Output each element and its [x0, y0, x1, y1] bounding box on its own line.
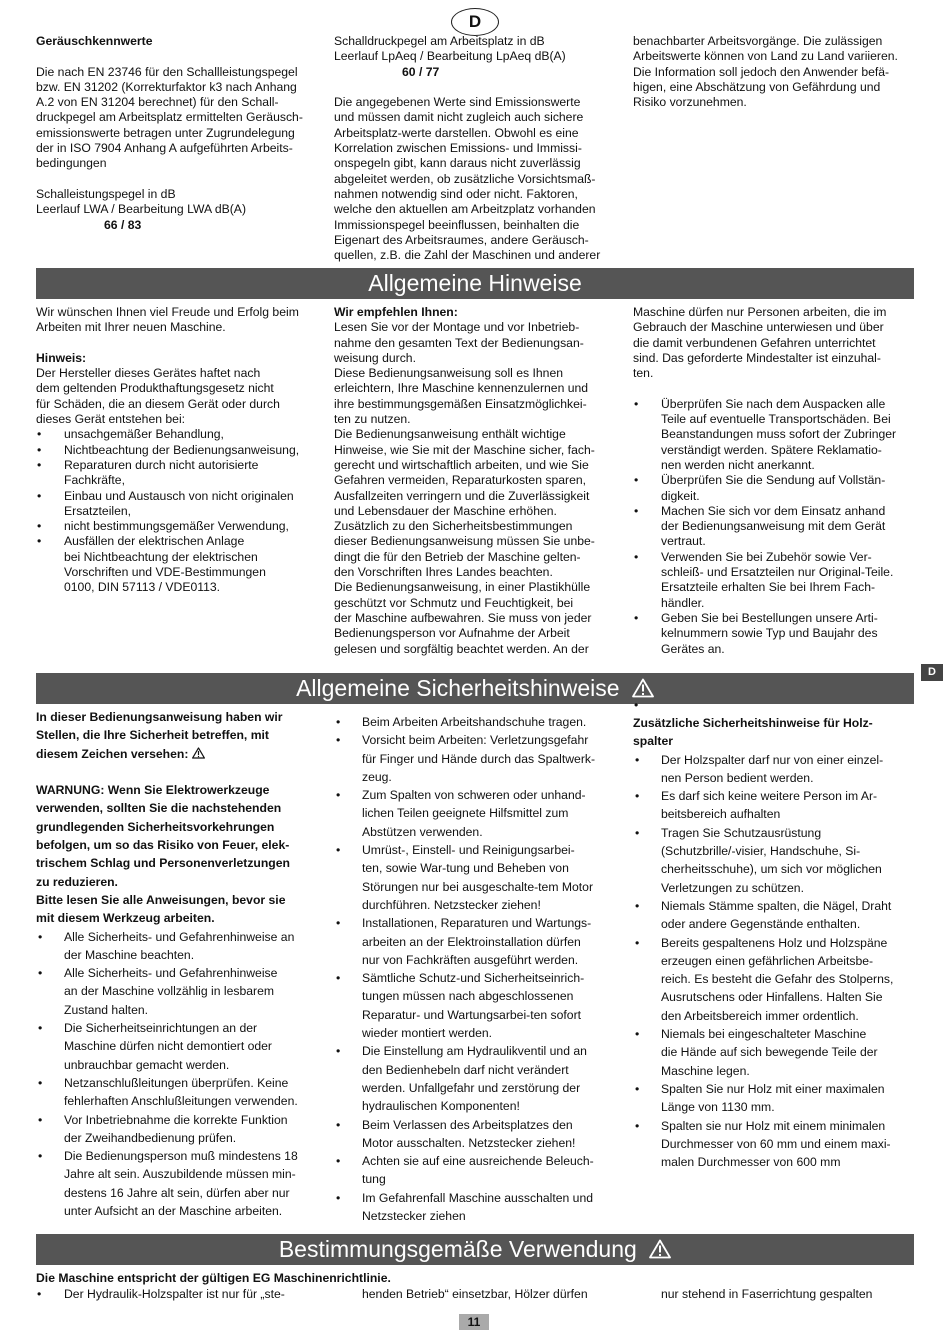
text-line: bedingungen — [36, 156, 107, 171]
text-line: zu reduzieren. — [36, 874, 118, 889]
text-line: erleichtern, Ihre Maschine kennenzulernen und — [334, 381, 589, 396]
list-item: • Umrüst-, Einstell- und Reinigungsarbei- ten, sowie War-tung und Beheben von Störungen nur bei ausgeschalte-tem Motor durchführen. Netzstecker ziehen! — [334, 841, 624, 914]
section-title-intended-use: Bestimmungsgemäße Verwendung — [278, 1236, 637, 1262]
text-line: druckpegel am Arbeitsplatz ermittelten Geräusch- — [36, 110, 303, 125]
text-line: emissionswerte betragen unter Zugrundelegung — [36, 125, 295, 140]
text-line: Bedienungsperson vor Aufnahme der Arbeit — [334, 626, 570, 641]
note-body — [36, 366, 326, 427]
text-line: dem geltenden Produkthaftungsgesetz nicht — [36, 381, 274, 396]
list-item: • Tragen Sie Schutzausrüstung (Schutzbrille/-visier, Handschuhe, Si- cherheitsschuhe), um sich vor möglichen Verletzungen zu schützen. — [633, 824, 918, 897]
text-line: Zusätzlich zu den Sicherheitsbestimmungen — [334, 519, 573, 534]
section-banner-intended-use — [36, 1234, 914, 1265]
splitter-safety-heading — [633, 714, 918, 751]
text-line: bzw. EN 31202 (Korrekturfaktor k3 nach Anhang — [36, 79, 297, 94]
text-line: Korrelation zwischen Emissions- und Immissi- — [334, 141, 582, 156]
list-item: • Vorsicht beim Arbeiten: Verletzungsgefahr für Finger und Hände durch das Spaltwerk- zeug. — [334, 731, 624, 786]
list-item: • Achten sie auf eine ausreichende Beleuch- tung — [334, 1152, 624, 1189]
list-item: • Überprüfen Sie nach dem Auspacken alle Teile auf eventuelle Transportschäden. Bei Beanstandungen muss sofort der Zubringer verständigt werden. Spätere Reklamatio- nen werden nicht anerkannt. — [633, 397, 918, 473]
section-banner-safety — [36, 673, 914, 704]
text-line: In dieser Bedienungsanweisung haben wir — [36, 710, 283, 724]
list-item: • Verwenden Sie bei Zubehör sowie Ver- schleiß- und Ersatzteilen nur Original-Teile. Ersatzteile erhalten Sie bei Ihrem Fach- händler. — [633, 550, 918, 611]
text-line: Diese Bedienungsanweisung soll es Ihnen — [334, 366, 564, 381]
list-item: • Die Bedienungsperson muß mindestens 18 Jahre alt sein. Auszubildende müssen min- destens 16 Jahre alt sein, dürfen aber nur unter Aufsicht an der Maschine arbeiten. — [36, 1147, 326, 1220]
noise-column-1 — [36, 34, 321, 233]
text-line: dieses Gerät entstehen bei: — [36, 412, 186, 427]
list-item: • Reparaturen durch nicht autorisierte Fachkräfte, — [36, 458, 326, 489]
intended-use-lead: Die Maschine entspricht der gültigen EG Maschinenrichtlinie. — [36, 1271, 391, 1285]
intended-use-col-3: nur stehend in Faserrichtung gespalten — [661, 1287, 873, 1301]
list-item: • Netzanschlußleitungen überprüfen. Keine fehlerhaften Anschlußleitungen verwenden. — [36, 1074, 326, 1111]
text-line: grundlegenden Sicherheitsvorkehrungen — [36, 819, 275, 834]
sound-power-label — [36, 187, 321, 218]
list-item: • Der Hydraulik-Holzspalter ist nur für „ste- — [36, 1287, 326, 1302]
text-line: ten. — [633, 366, 654, 381]
text-line: Schalldruckpegel am Arbeitsplatz in dB — [334, 34, 545, 48]
text-line: Zusätzliche Sicherheitshinweise für Holz- — [633, 716, 873, 730]
text-line: für Schäden, die an diesem Gerät oder durch — [36, 396, 280, 411]
noise-column-2 — [334, 34, 624, 263]
unpacking-list — [633, 397, 918, 657]
orphan-bullet: • — [634, 698, 639, 712]
text-line: Risiko vorzunehmen. — [633, 95, 747, 110]
text-line: weisung durch. — [334, 350, 416, 365]
list-item: • unsachgemäßer Behandlung, — [36, 427, 326, 442]
text-line: Gefahren vermeiden, Reparaturkosten sparen, — [334, 473, 587, 488]
list-item: • Überprüfen Sie die Sendung auf Vollstän- digkeit. — [633, 473, 918, 504]
text-line: abgeleitet werden, ob zusätzliche Vorsichtsmaß- — [334, 171, 596, 186]
list-item: • Beim Arbeiten Arbeitshandschuhe tragen. — [334, 713, 624, 731]
text-line: der in ISO 7904 Anhang A aufgeführten Arbeits- — [36, 141, 293, 156]
text-line: Arbeitswerte können von Land zu Land variieren. — [633, 49, 898, 64]
general-column-2 — [334, 305, 624, 657]
warning-triangle-icon — [649, 1239, 671, 1259]
text-line: Leerlauf LWA / Bearbeitung LWA dB(A) — [36, 202, 246, 217]
text-line: Die nach EN 23746 für den Schallleistungspegel — [36, 64, 298, 79]
section-banner-general — [36, 268, 914, 299]
text-line: benachbarter Arbeitsvorgänge. Die zulässigen — [633, 34, 883, 48]
list-item: • Nichtbeachtung der Bedienungsanweisung, — [36, 443, 326, 458]
sound-power-value: 66 / 83 — [104, 217, 142, 232]
list-item: • Machen Sie sich vor dem Einsatz anhand der Bedienungsanweisung mit dem Gerät vertraut. — [633, 504, 918, 550]
text-line: higen, eine Abschätzung von Gefährdung und — [633, 79, 881, 94]
text-line: diesem Zeichen versehen: — [36, 745, 326, 763]
list-item: • Zum Spalten von schweren oder unhand- lichen Teilen geeignete Hilfsmittel zum Abstützen verwenden. — [334, 786, 624, 841]
liability-list — [36, 427, 326, 595]
text-line: Immissionspegel beeinflussen, beinhalten die — [334, 217, 580, 232]
text-line: Hinweise, wie Sie mit der Maschine sicher, fach- — [334, 442, 595, 457]
list-item: • Alle Sicherheits- und Gefahrenhinweise an der Maschine vollzählig in lesbarem Zustand halten. — [36, 964, 326, 1019]
text-line: geschützt vor Schmutz und Feuchtigkeit, bei — [334, 595, 574, 610]
text-line: Arbeiten mit Ihrer neuen Maschine. — [36, 320, 226, 335]
safety-list-1 — [36, 928, 326, 1221]
list-item: • Vor Inbetriebnahme die korrekte Funktion der Zweihandbedienung prüfen. — [36, 1111, 326, 1148]
recommend-heading: Wir empfehlen Ihnen: — [334, 305, 458, 319]
text-line: WARNUNG: Wenn Sie Elektrowerkzeuge — [36, 783, 270, 798]
safety-intro — [36, 708, 326, 763]
text-line: Gebrauch der Maschine unterwiesen und über — [633, 320, 884, 335]
text-line: Der Hersteller dieses Gerätes haftet nach — [36, 366, 261, 381]
text-line: Die Bedienungsanweisung enthält wichtige — [334, 427, 566, 442]
list-item: • Einbau und Austausch von nicht originalen Ersatzteilen, — [36, 489, 326, 520]
list-item: • Es darf sich keine weitere Person im Ar- beitsbereich aufhalten — [633, 787, 918, 824]
safety-column-3 — [633, 698, 918, 1171]
list-item: • Geben Sie bei Bestellungen unsere Arti- kelnummern sowie Typ und Baujahr des Gerätes an. — [633, 611, 918, 657]
text-line: Arbeitsplatz-werte darstellen. Obwohl es eine — [334, 125, 579, 140]
text-line: nahmen notwendig sind oder nicht. Faktoren, — [334, 186, 578, 201]
text-line: welche den aktuellen am Arbeitzplatz vorhanden — [334, 202, 596, 217]
text-line: Maschine dürfen nur Personen arbeiten, die im — [633, 305, 887, 319]
text-line: Lesen Sie vor der Montage und vor Inbetrieb- — [334, 320, 580, 335]
text-line: gerecht und wirtschaftlich arbeiten, und wie Sie — [334, 457, 589, 472]
general-intro — [36, 305, 326, 336]
warning-paragraph — [36, 781, 326, 927]
text-line: mit diesem Werkzeug arbeiten. — [36, 911, 215, 926]
text-line: Bitte lesen Sie alle Anweisungen, bevor sie — [36, 892, 286, 907]
text-line: gelesen und sorgfältig beachtet werden. An der — [334, 641, 589, 656]
text-line: dieser Bedienungsanweisung müssen Sie unbe- — [334, 534, 595, 549]
noise-column-3 — [633, 34, 918, 110]
text-line: Schalleistungspegel in dB — [36, 186, 176, 201]
splitter-safety-list — [633, 751, 918, 1172]
text-line: Die angegebenen Werte sind Emissionswerte — [334, 95, 581, 110]
text-line: quellen, z.B. die Zahl der Maschinen und anderer — [334, 248, 601, 263]
safety-column-2 — [334, 713, 624, 1225]
text-line: Ausfallzeiten verringern und die Zuverlässigkeit — [334, 488, 590, 503]
text-line: Die Information soll jedoch den Anwender befä- — [633, 64, 890, 79]
list-item: • Niemals Stämme spalten, die Nägel, Draht oder andere Gegenstände enthalten. — [633, 897, 918, 934]
noise-body — [36, 65, 321, 172]
section-title-general: Allgemeine Hinweise — [368, 270, 582, 296]
text-line: sind. Das geforderte Mindestalter ist einzuhal- — [633, 350, 881, 365]
text-line: und müssen damit nicht zugleich auch sichere — [334, 110, 584, 125]
note-heading: Hinweis: — [36, 350, 87, 365]
list-item: • Niemals bei eingeschalteter Maschine die Hände auf sich bewegende Teile der Maschine legen. — [633, 1025, 918, 1080]
noise-body-continued — [633, 34, 918, 110]
text-line: befolgen, um so das Risiko von Feuer, elek- — [36, 838, 290, 853]
list-item: • Spalten sie nur Holz mit einem minimalen Durchmesser von 60 mm und einem maxi- malen Durchmesser von 600 mm — [633, 1117, 918, 1172]
text-line: verwenden, sollten Sie die nachstehenden — [36, 801, 282, 816]
general-column-3 — [633, 305, 918, 657]
recommend-body — [334, 320, 624, 657]
text-line: ihre bestimmungsgemäßen Einsatzmöglichkei- — [334, 396, 587, 411]
text-line: und Lebensdauer der Maschine erhöhen. — [334, 503, 557, 518]
list-item: • Der Holzspalter darf nur von einer einzel- nen Person bedient werden. — [633, 751, 918, 788]
emission-body — [334, 95, 624, 263]
text-line: onspegeln gibt, kann daraus nicht zuverlässig — [334, 156, 581, 171]
noise-heading: Geräuschkennwerte — [36, 34, 153, 48]
text-line: A.2 von EN 31204 berechnet) für den Schall- — [36, 95, 279, 110]
list-item: • Die Sicherheitseinrichtungen an der Maschine dürfen nicht demontiert oder unbrauchbar gemacht werden. — [36, 1019, 326, 1074]
text-line: Die Bedienungsanweisung, in einer Plastikhülle — [334, 580, 591, 595]
text-line: den Vorschriften Ihres Landes beachten. — [334, 565, 553, 580]
text-line: der Maschine aufbewahren. Sie muss von jeder — [334, 610, 592, 625]
text-line: spalter — [633, 734, 673, 749]
text-line: Stellen, die Ihre Sicherheit betreffen, mit — [36, 728, 269, 743]
warning-triangle-icon — [632, 678, 654, 698]
list-item: • Bereits gespaltenens Holz und Holzspäne erzeugen einen gefährlichen Arbeitsbe- reich. Es besteht die Gefahr des Stolperns, Ausrutschens oder Hinfallens. Halten Sie den Arbeitsbereich immer ordentlich. — [633, 934, 918, 1025]
sound-pressure-value: 60 / 77 — [402, 64, 440, 79]
language-badge: D — [451, 8, 499, 36]
list-item: • Die Einstellung am Hydraulikventil und an den Bedienhebeln darf nicht verändert werden. Unfallgefahr und zerstörung der hydraulischen Komponenten! — [334, 1042, 624, 1115]
side-language-tab: D — [921, 664, 943, 681]
text-line: Leerlauf LpAeq / Bearbeitung LpAeq dB(A) — [334, 49, 566, 64]
text-line: ten zu nutzen. — [334, 412, 411, 427]
intended-use-col-2: henden Betrieb“ einsetzbar, Hölzer dürfen — [362, 1287, 588, 1301]
list-item: • Ausfällen der elektrischen Anlage bei Nichtbeachtung der elektrischen Vorschriften und VDE-Bestimmungen 0100, DIN 57113 / VDE0113. — [36, 534, 326, 595]
page-number: 11 — [459, 1314, 489, 1330]
operator-body — [633, 305, 918, 381]
list-item: • Sämtliche Schutz-und Sicherheitseinrich- tungen müssen nach abgeschlossenen Reparatur- und Wartungsarbei-ten sofort wieder montiert werden. — [334, 969, 624, 1042]
text-line: die damit verbundenen Gefahren unterrichtet — [633, 335, 876, 350]
section-title-safety: Allgemeine Sicherheitshinweise — [296, 675, 620, 701]
list-item: • Alle Sicherheits- und Gefahrenhinweise an der Maschine beachten. — [36, 928, 326, 965]
list-item: • nicht bestimmungsgemäßer Verwendung, — [36, 519, 326, 534]
text-line: nahme den gesamten Text der Bedienungsan- — [334, 335, 584, 350]
text-line: trischem Schlag und Personenverletzungen — [36, 856, 290, 871]
list-item: • Beim Verlassen des Arbeitsplatzes den Motor ausschalten. Netzstecker ziehen! — [334, 1116, 624, 1153]
safety-column-1 — [36, 708, 326, 1220]
sound-pressure-label — [334, 34, 624, 65]
text-line: Wir wünschen Ihnen viel Freude und Erfolg beim — [36, 305, 299, 319]
text-line: dingt die für den Betrieb der Maschine gelten- — [334, 549, 581, 564]
general-column-1 — [36, 305, 326, 596]
text-line: Eigenart des Arbeitsraumes, andere Geräusch- — [334, 232, 589, 247]
safety-list-2 — [334, 713, 624, 1225]
intended-use-col-1 — [36, 1287, 326, 1302]
list-item: • Im Gefahrenfall Maschine ausschalten und Netzstecker ziehen — [334, 1189, 624, 1226]
warning-triangle-icon — [192, 747, 205, 759]
list-item: • Spalten Sie nur Holz mit einer maximalen Länge von 1130 mm. — [633, 1080, 918, 1117]
list-item: • Installationen, Reparaturen und Wartungs- arbeiten an der Elektroinstallation dürfen nur von Fachkräften ausgeführt werden. — [334, 914, 624, 969]
